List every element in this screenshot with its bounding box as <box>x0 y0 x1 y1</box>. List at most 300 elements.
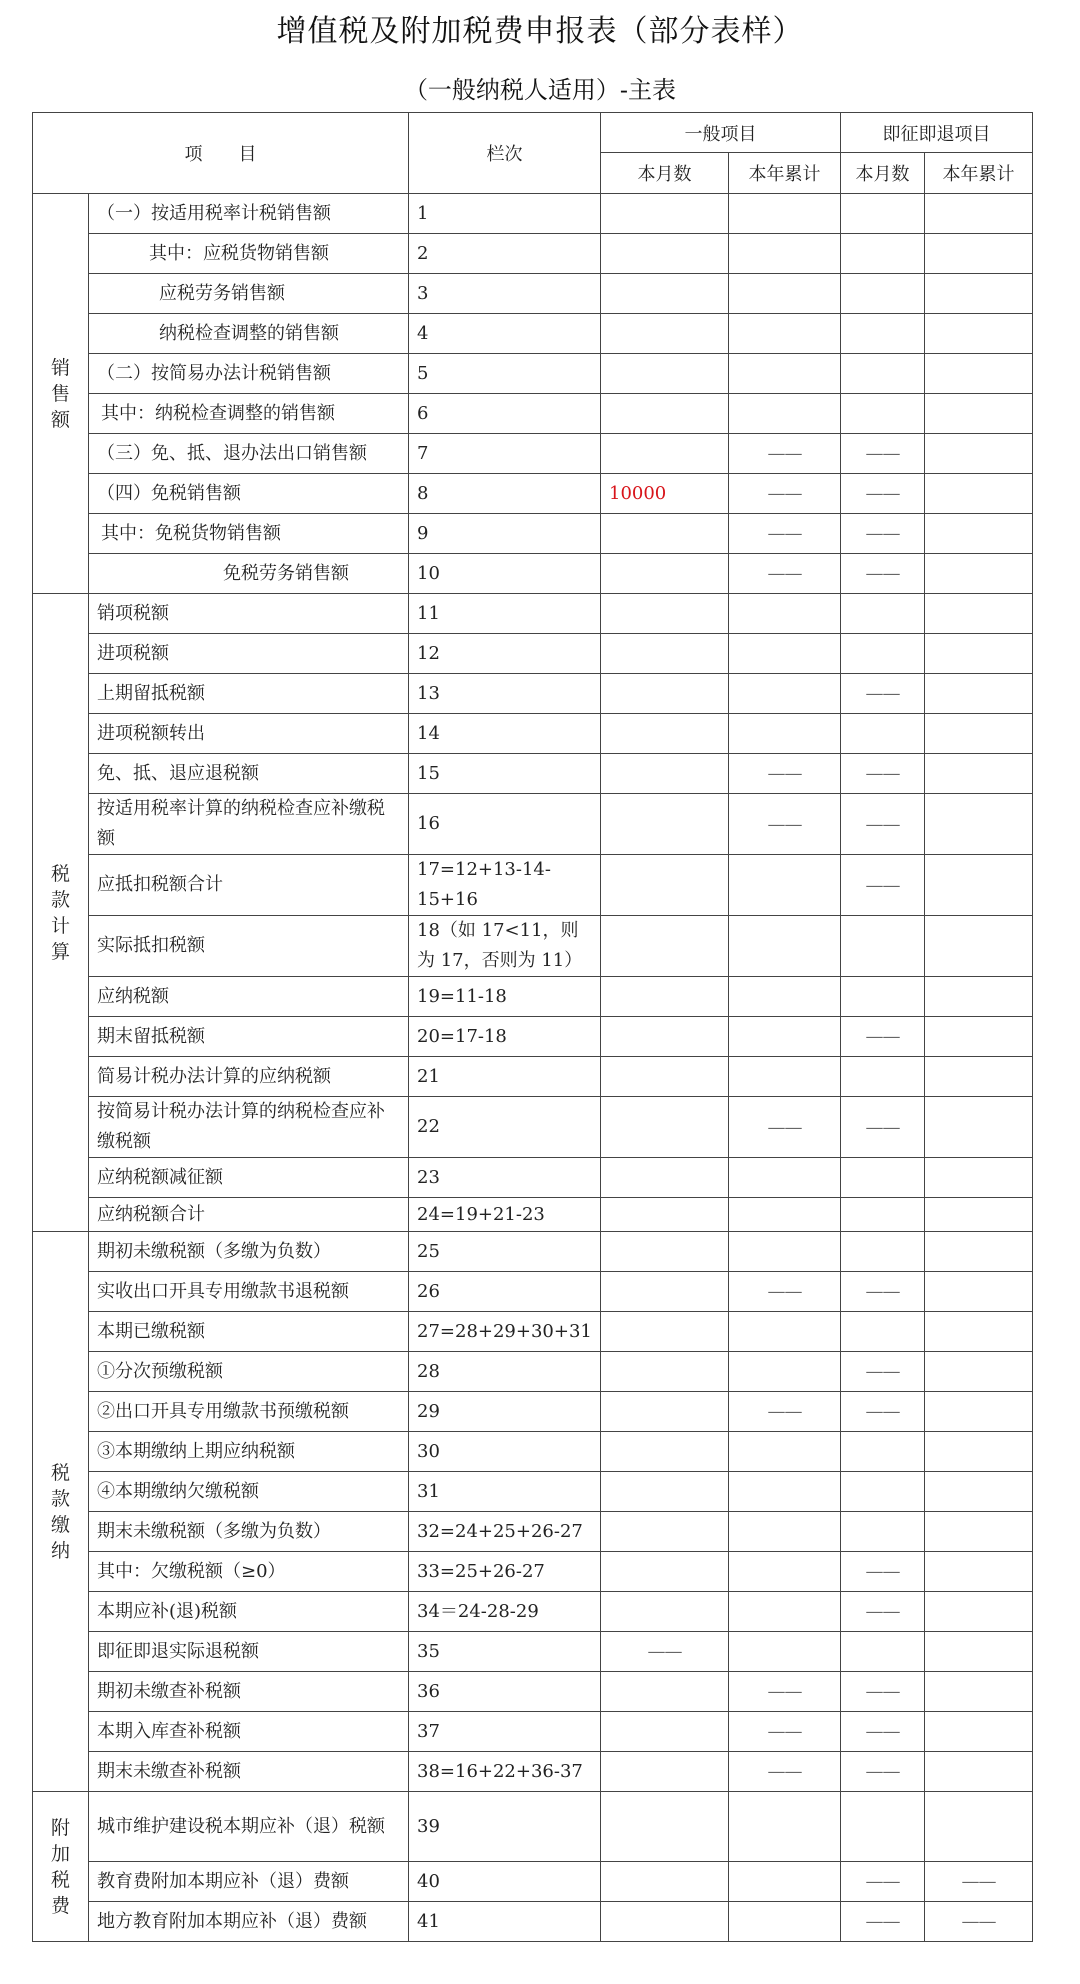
value-cell-ry[interactable] <box>925 674 1033 714</box>
value-cell-gy[interactable] <box>729 354 841 394</box>
row-lineno: 12 <box>409 634 601 674</box>
table-row <box>33 1472 1033 1512</box>
table-row <box>33 1512 1033 1552</box>
value-cell-gm[interactable] <box>601 1272 729 1312</box>
header-refund: 即征即退项目 <box>841 113 1033 153</box>
na-cell: —— <box>841 1097 925 1158</box>
value-cell-gy[interactable] <box>729 674 841 714</box>
row-lineno: 20=17-18 <box>409 1017 601 1057</box>
row-lineno: 26 <box>409 1272 601 1312</box>
value-cell-gm[interactable] <box>601 714 729 754</box>
value-cell-gm[interactable] <box>601 1057 729 1097</box>
value-cell-ry[interactable] <box>925 634 1033 674</box>
table-row <box>33 714 1033 754</box>
value-cell-ry[interactable] <box>925 354 1033 394</box>
table-row <box>33 1752 1033 1792</box>
value-cell-gm[interactable] <box>601 594 729 634</box>
na-cell: —— <box>841 1017 925 1057</box>
value-cell-gy[interactable] <box>729 1017 841 1057</box>
value-cell-ry[interactable] <box>925 594 1033 634</box>
na-cell: —— <box>841 1712 925 1752</box>
na-cell: —— <box>841 754 925 794</box>
value-cell-ry[interactable] <box>925 1752 1033 1792</box>
row-label: 地方教育附加本期应补（退）费额 <box>89 1902 409 1942</box>
na-cell: —— <box>729 514 841 554</box>
row-label: ④本期缴纳欠缴税额 <box>89 1472 409 1512</box>
table-body <box>33 194 1033 1942</box>
value-cell-ry[interactable] <box>925 554 1033 594</box>
value-cell-gm[interactable] <box>601 1312 729 1352</box>
table-row <box>33 514 1033 554</box>
value-cell-rm[interactable] <box>841 274 925 314</box>
value-cell-gy[interactable] <box>729 1632 841 1672</box>
row-lineno: 33=25+26-27 <box>409 1552 601 1592</box>
value-cell-gy[interactable] <box>729 1057 841 1097</box>
na-cell: —— <box>841 1752 925 1792</box>
row-label: 其中：免税货物销售额 <box>89 514 409 554</box>
value-cell-gm[interactable] <box>601 434 729 474</box>
value-cell-ry[interactable] <box>925 514 1033 554</box>
value-cell-gy[interactable] <box>729 634 841 674</box>
value-cell-ry[interactable] <box>925 1512 1033 1552</box>
value-cell-rm[interactable] <box>841 394 925 434</box>
value-cell-ry[interactable] <box>925 1552 1033 1592</box>
table-row <box>33 554 1033 594</box>
value-cell-rm[interactable] <box>841 714 925 754</box>
value-cell-gy[interactable] <box>729 1512 841 1552</box>
value-cell-gm[interactable] <box>601 514 729 554</box>
row-label: （一）按适用税率计税销售额 <box>89 194 409 234</box>
na-cell: —— <box>729 554 841 594</box>
na-cell: —— <box>729 474 841 514</box>
row-lineno: 22 <box>409 1097 601 1158</box>
value-cell-ry[interactable] <box>925 1232 1033 1272</box>
na-cell: —— <box>841 674 925 714</box>
row-lineno: 18（如 17<11，则为 17，否则为 11） <box>409 916 601 977</box>
category-sales <box>33 194 89 594</box>
row-label: 进项税额 <box>89 634 409 674</box>
row-lineno: 14 <box>409 714 601 754</box>
na-cell: —— <box>841 1352 925 1392</box>
table-row <box>33 1432 1033 1472</box>
table-row <box>33 1057 1033 1097</box>
table-row <box>33 1017 1033 1057</box>
value-cell-gy[interactable] <box>729 1158 841 1198</box>
value-cell-gm[interactable] <box>601 1158 729 1198</box>
header-lineno: 栏次 <box>409 113 601 194</box>
row-label: 教育费附加本期应补（退）费额 <box>89 1862 409 1902</box>
value-cell-ry[interactable] <box>925 1712 1033 1752</box>
table-row <box>33 1672 1033 1712</box>
row-label: 销项税额 <box>89 594 409 634</box>
value-cell-gm[interactable] <box>601 314 729 354</box>
value-cell-rm[interactable] <box>841 634 925 674</box>
table-row <box>33 434 1033 474</box>
row-label: ②出口开具专用缴款书预缴税额 <box>89 1392 409 1432</box>
table-row <box>33 1097 1033 1158</box>
value-cell-gm[interactable] <box>601 916 729 977</box>
value-cell-rm[interactable] <box>841 1512 925 1552</box>
value-cell-ry[interactable] <box>925 1592 1033 1632</box>
value-cell-rm[interactable] <box>841 594 925 634</box>
row-label: 其中：纳税检查调整的销售额 <box>89 394 409 434</box>
row-label: ①分次预缴税额 <box>89 1352 409 1392</box>
table-row <box>33 314 1033 354</box>
table-row <box>33 594 1033 634</box>
value-cell-ry[interactable] <box>925 714 1033 754</box>
table-row <box>33 1712 1033 1752</box>
value-cell-ry[interactable] <box>925 1272 1033 1312</box>
table-row <box>33 977 1033 1017</box>
value-cell-gm[interactable] <box>601 1232 729 1272</box>
value-cell-rm[interactable] <box>841 1057 925 1097</box>
row-label: 免、抵、退应退税额 <box>89 754 409 794</box>
value-cell-gm[interactable] <box>601 1392 729 1432</box>
value-cell-gm[interactable] <box>601 1552 729 1592</box>
value-cell-gm[interactable] <box>601 394 729 434</box>
value-cell-gm[interactable] <box>601 1752 729 1792</box>
header-general-month: 本月数 <box>601 153 729 194</box>
header-general-year: 本年累计 <box>729 153 841 194</box>
form-subtitle: （一般纳税人适用）-主表 <box>403 76 677 104</box>
row-lineno: 1 <box>409 194 601 234</box>
value-cell-gm[interactable] <box>601 754 729 794</box>
na-cell: —— <box>841 1902 925 1942</box>
value-cell-gm[interactable] <box>601 1712 729 1752</box>
na-cell: —— <box>729 1272 841 1312</box>
value-cell-gy[interactable] <box>729 714 841 754</box>
value-cell-gm[interactable] <box>601 1862 729 1902</box>
value-cell-rm[interactable] <box>841 1232 925 1272</box>
value-cell-gy[interactable] <box>729 1198 841 1232</box>
value-cell-gy[interactable] <box>729 314 841 354</box>
row-lineno: 40 <box>409 1862 601 1902</box>
value-cell-ry[interactable] <box>925 394 1033 434</box>
value-cell-rm[interactable] <box>841 1432 925 1472</box>
na-cell: —— <box>729 1712 841 1752</box>
na-cell: —— <box>601 1632 729 1672</box>
value-cell-ry[interactable] <box>925 1158 1033 1198</box>
row-label: 应纳税额减征额 <box>89 1158 409 1198</box>
na-cell: —— <box>841 1862 925 1902</box>
row-label: 期末留抵税额 <box>89 1017 409 1057</box>
value-cell-ry[interactable] <box>925 1352 1033 1392</box>
value-cell-ry[interactable] <box>925 754 1033 794</box>
value-cell-ry[interactable] <box>925 1632 1033 1672</box>
row-label: 其中：欠缴税额（≥0） <box>89 1552 409 1592</box>
na-cell: —— <box>729 754 841 794</box>
table-row <box>33 1352 1033 1392</box>
row-lineno: 4 <box>409 314 601 354</box>
value-cell-ry[interactable] <box>925 855 1033 916</box>
value-cell-gm[interactable] <box>601 1902 729 1942</box>
table-row <box>33 274 1033 314</box>
value-cell-gm[interactable] <box>601 1097 729 1158</box>
row-lineno: 36 <box>409 1672 601 1712</box>
row-label: 本期入库查补税额 <box>89 1712 409 1752</box>
row-lineno: 34＝24-28-29 <box>409 1592 601 1632</box>
table-row <box>33 794 1033 855</box>
value-cell-rm[interactable] <box>841 1158 925 1198</box>
row-lineno: 31 <box>409 1472 601 1512</box>
value-cell-ry[interactable] <box>925 474 1033 514</box>
row-label: ③本期缴纳上期应纳税额 <box>89 1432 409 1472</box>
row-label: 期末未缴税额（多缴为负数） <box>89 1512 409 1552</box>
value-cell-rm[interactable] <box>841 194 925 234</box>
row-lineno: 35 <box>409 1632 601 1672</box>
table-row <box>33 1862 1033 1902</box>
row-label: 期初未缴查补税额 <box>89 1672 409 1712</box>
row-label: 本期应补(退)税额 <box>89 1592 409 1632</box>
value-cell-gy[interactable] <box>729 1552 841 1592</box>
value-cell-ry[interactable] <box>925 1057 1033 1097</box>
value-cell-ry[interactable] <box>925 1198 1033 1232</box>
value-cell-gy[interactable] <box>729 234 841 274</box>
value-cell-gm[interactable] <box>601 1352 729 1392</box>
value-cell-gm[interactable] <box>601 794 729 855</box>
row-label: 应税劳务销售额 <box>89 274 409 314</box>
row-label: 实收出口开具专用缴款书退税额 <box>89 1272 409 1312</box>
value-cell-ry[interactable] <box>925 234 1033 274</box>
row-label: 应纳税额合计 <box>89 1198 409 1232</box>
value-cell-gm[interactable] <box>601 634 729 674</box>
value-cell-rm[interactable] <box>841 1632 925 1672</box>
na-cell: —— <box>729 1752 841 1792</box>
category-payment <box>33 1232 89 1792</box>
na-cell: —— <box>729 434 841 474</box>
value-cell-rm[interactable] <box>841 1312 925 1352</box>
value-cell-gm[interactable] <box>601 554 729 594</box>
row-lineno: 37 <box>409 1712 601 1752</box>
row-lineno: 7 <box>409 434 601 474</box>
row-label: 本期已缴税额 <box>89 1312 409 1352</box>
table-row <box>33 754 1033 794</box>
na-cell: —— <box>841 1672 925 1712</box>
value-cell-gm[interactable] <box>601 1017 729 1057</box>
value-cell-gm[interactable] <box>601 354 729 394</box>
value-cell-ry[interactable] <box>925 794 1033 855</box>
value-cell-ry[interactable] <box>925 314 1033 354</box>
table-row <box>33 1312 1033 1352</box>
value-cell-gy[interactable] <box>729 1432 841 1472</box>
row-lineno: 30 <box>409 1432 601 1472</box>
row-lineno: 41 <box>409 1902 601 1942</box>
na-cell: —— <box>841 1272 925 1312</box>
value-cell-gy[interactable] <box>729 977 841 1017</box>
na-cell: —— <box>925 1862 1033 1902</box>
row-label: 免税劳务销售额 <box>89 554 409 594</box>
table-row <box>33 1902 1033 1942</box>
value-cell-ry[interactable] <box>925 1672 1033 1712</box>
value-cell-ry[interactable] <box>925 274 1033 314</box>
value-cell-gy[interactable] <box>729 1862 841 1902</box>
row-lineno: 29 <box>409 1392 601 1432</box>
value-cell-rm[interactable] <box>841 1472 925 1512</box>
value-cell-ry[interactable] <box>925 1312 1033 1352</box>
value-cell-gm[interactable] <box>601 274 729 314</box>
na-cell: —— <box>841 554 925 594</box>
value-cell-gy[interactable] <box>729 394 841 434</box>
table-row <box>33 1632 1033 1672</box>
value-cell-gm[interactable] <box>601 1792 729 1862</box>
value-cell-rm[interactable] <box>841 234 925 274</box>
na-cell: —— <box>729 1097 841 1158</box>
row-label: （四）免税销售额 <box>89 474 409 514</box>
row-lineno: 39 <box>409 1792 601 1862</box>
na-cell: —— <box>841 794 925 855</box>
category-calc <box>33 594 89 1232</box>
na-cell: —— <box>841 514 925 554</box>
value-cell-ry[interactable] <box>925 977 1033 1017</box>
category-label: 附加税费 <box>50 1816 70 1917</box>
value-cell-gm[interactable] <box>601 674 729 714</box>
value-cell-gy[interactable] <box>729 1792 841 1862</box>
form-title: 增值税及附加税费申报表（部分表样） <box>276 14 804 49</box>
value-cell-gy[interactable] <box>729 916 841 977</box>
na-cell: —— <box>841 1392 925 1432</box>
row-lineno: 19=11-18 <box>409 977 601 1017</box>
value-cell-ry[interactable] <box>925 1392 1033 1432</box>
value-cell-gm[interactable] <box>601 1512 729 1552</box>
row-lineno: 25 <box>409 1232 601 1272</box>
row-label: 应抵扣税额合计 <box>89 855 409 916</box>
value-cell-gy[interactable] <box>729 1902 841 1942</box>
header-refund-month: 本月数 <box>841 153 925 194</box>
table-row <box>33 674 1033 714</box>
row-lineno: 15 <box>409 754 601 794</box>
value-cell-ry[interactable] <box>925 916 1033 977</box>
row-lineno: 32=24+25+26-27 <box>409 1512 601 1552</box>
na-cell: —— <box>729 1672 841 1712</box>
value-cell-rm[interactable] <box>841 916 925 977</box>
value-cell-rm[interactable] <box>841 1198 925 1232</box>
table-row <box>33 1158 1033 1198</box>
row-label: 上期留抵税额 <box>89 674 409 714</box>
na-cell: —— <box>925 1902 1033 1942</box>
category-label: 税款计算 <box>50 862 70 963</box>
value-cell-gm[interactable] <box>601 977 729 1017</box>
category-surtax <box>33 1792 89 1942</box>
value-cell-gm[interactable] <box>601 194 729 234</box>
table-row <box>33 354 1033 394</box>
value-cell-rm[interactable] <box>841 1792 925 1862</box>
value-cell-rm[interactable] <box>841 977 925 1017</box>
value-cell-gm[interactable] <box>601 1472 729 1512</box>
table-row <box>33 1552 1033 1592</box>
header-general: 一般项目 <box>601 113 841 153</box>
value-cell-gy[interactable] <box>729 1472 841 1512</box>
value-cell-gy[interactable] <box>729 1352 841 1392</box>
row-label: 进项税额转出 <box>89 714 409 754</box>
row-lineno: 8 <box>409 474 601 514</box>
row-lineno: 3 <box>409 274 601 314</box>
table-row <box>33 474 1033 514</box>
row-lineno: 6 <box>409 394 601 434</box>
row-label: 城市维护建设税本期应补（退）税额 <box>89 1792 409 1862</box>
category-label: 销售额 <box>50 356 70 431</box>
value-cell-gy[interactable] <box>729 1232 841 1272</box>
row-label: （二）按简易办法计税销售额 <box>89 354 409 394</box>
value-cell-gm[interactable]: 10000 <box>601 474 729 514</box>
na-cell: —— <box>841 855 925 916</box>
table-row <box>33 634 1033 674</box>
row-label: 期初未缴税额（多缴为负数） <box>89 1232 409 1272</box>
row-lineno: 17=12+13-14-15+16 <box>409 855 601 916</box>
value-cell-gm[interactable] <box>601 1198 729 1232</box>
table-row <box>33 1272 1033 1312</box>
table-row <box>33 855 1033 916</box>
value-cell-rm[interactable] <box>841 354 925 394</box>
value-cell-ry[interactable] <box>925 434 1033 474</box>
value-cell-gy[interactable] <box>729 274 841 314</box>
row-label: 按适用税率计算的纳税检查应补缴税额 <box>89 794 409 855</box>
value-cell-gy[interactable] <box>729 594 841 634</box>
na-cell: —— <box>841 1552 925 1592</box>
value-cell-gy[interactable] <box>729 855 841 916</box>
value-cell-ry[interactable] <box>925 1017 1033 1057</box>
table-row <box>33 1592 1033 1632</box>
value-cell-gm[interactable] <box>601 1592 729 1632</box>
row-lineno: 5 <box>409 354 601 394</box>
table-row <box>33 1792 1033 1862</box>
row-lineno: 16 <box>409 794 601 855</box>
table-row <box>33 1198 1033 1232</box>
na-cell: —— <box>729 794 841 855</box>
value-cell-ry[interactable] <box>925 1097 1033 1158</box>
table-row <box>33 194 1033 234</box>
category-label: 税款缴纳 <box>50 1461 70 1562</box>
row-label: 实际抵扣税额 <box>89 916 409 977</box>
value-cell-ry[interactable] <box>925 1432 1033 1472</box>
table-row <box>33 916 1033 977</box>
vat-return-table <box>32 112 1033 1942</box>
row-lineno: 9 <box>409 514 601 554</box>
row-lineno: 11 <box>409 594 601 634</box>
row-label: 应纳税额 <box>89 977 409 1017</box>
value-cell-gy[interactable] <box>729 1592 841 1632</box>
table-row <box>33 1392 1033 1432</box>
value-cell-rm[interactable] <box>841 314 925 354</box>
row-label: （三）免、抵、退办法出口销售额 <box>89 434 409 474</box>
row-label: 即征即退实际退税额 <box>89 1632 409 1672</box>
row-label: 简易计税办法计算的应纳税额 <box>89 1057 409 1097</box>
value-cell-ry[interactable] <box>925 194 1033 234</box>
na-cell: —— <box>729 1392 841 1432</box>
row-lineno: 23 <box>409 1158 601 1198</box>
row-lineno: 24=19+21-23 <box>409 1198 601 1232</box>
na-cell: —— <box>841 434 925 474</box>
header-refund-year: 本年累计 <box>925 153 1033 194</box>
value-cell-gm[interactable] <box>601 1672 729 1712</box>
row-label: 纳税检查调整的销售额 <box>89 314 409 354</box>
value-cell-ry[interactable] <box>925 1472 1033 1512</box>
row-lineno: 28 <box>409 1352 601 1392</box>
value-cell-gm[interactable] <box>601 855 729 916</box>
value-cell-ry[interactable] <box>925 1792 1033 1862</box>
table-row <box>33 234 1033 274</box>
row-lineno: 21 <box>409 1057 601 1097</box>
header-item: 项 目 <box>33 113 409 194</box>
row-lineno: 13 <box>409 674 601 714</box>
table-row <box>33 1232 1033 1272</box>
value-cell-gy[interactable] <box>729 194 841 234</box>
value-cell-gm[interactable] <box>601 1432 729 1472</box>
value-cell-gy[interactable] <box>729 1312 841 1352</box>
row-lineno: 38=16+22+36-37 <box>409 1752 601 1792</box>
value-cell-gm[interactable] <box>601 234 729 274</box>
row-lineno: 2 <box>409 234 601 274</box>
row-lineno: 10 <box>409 554 601 594</box>
